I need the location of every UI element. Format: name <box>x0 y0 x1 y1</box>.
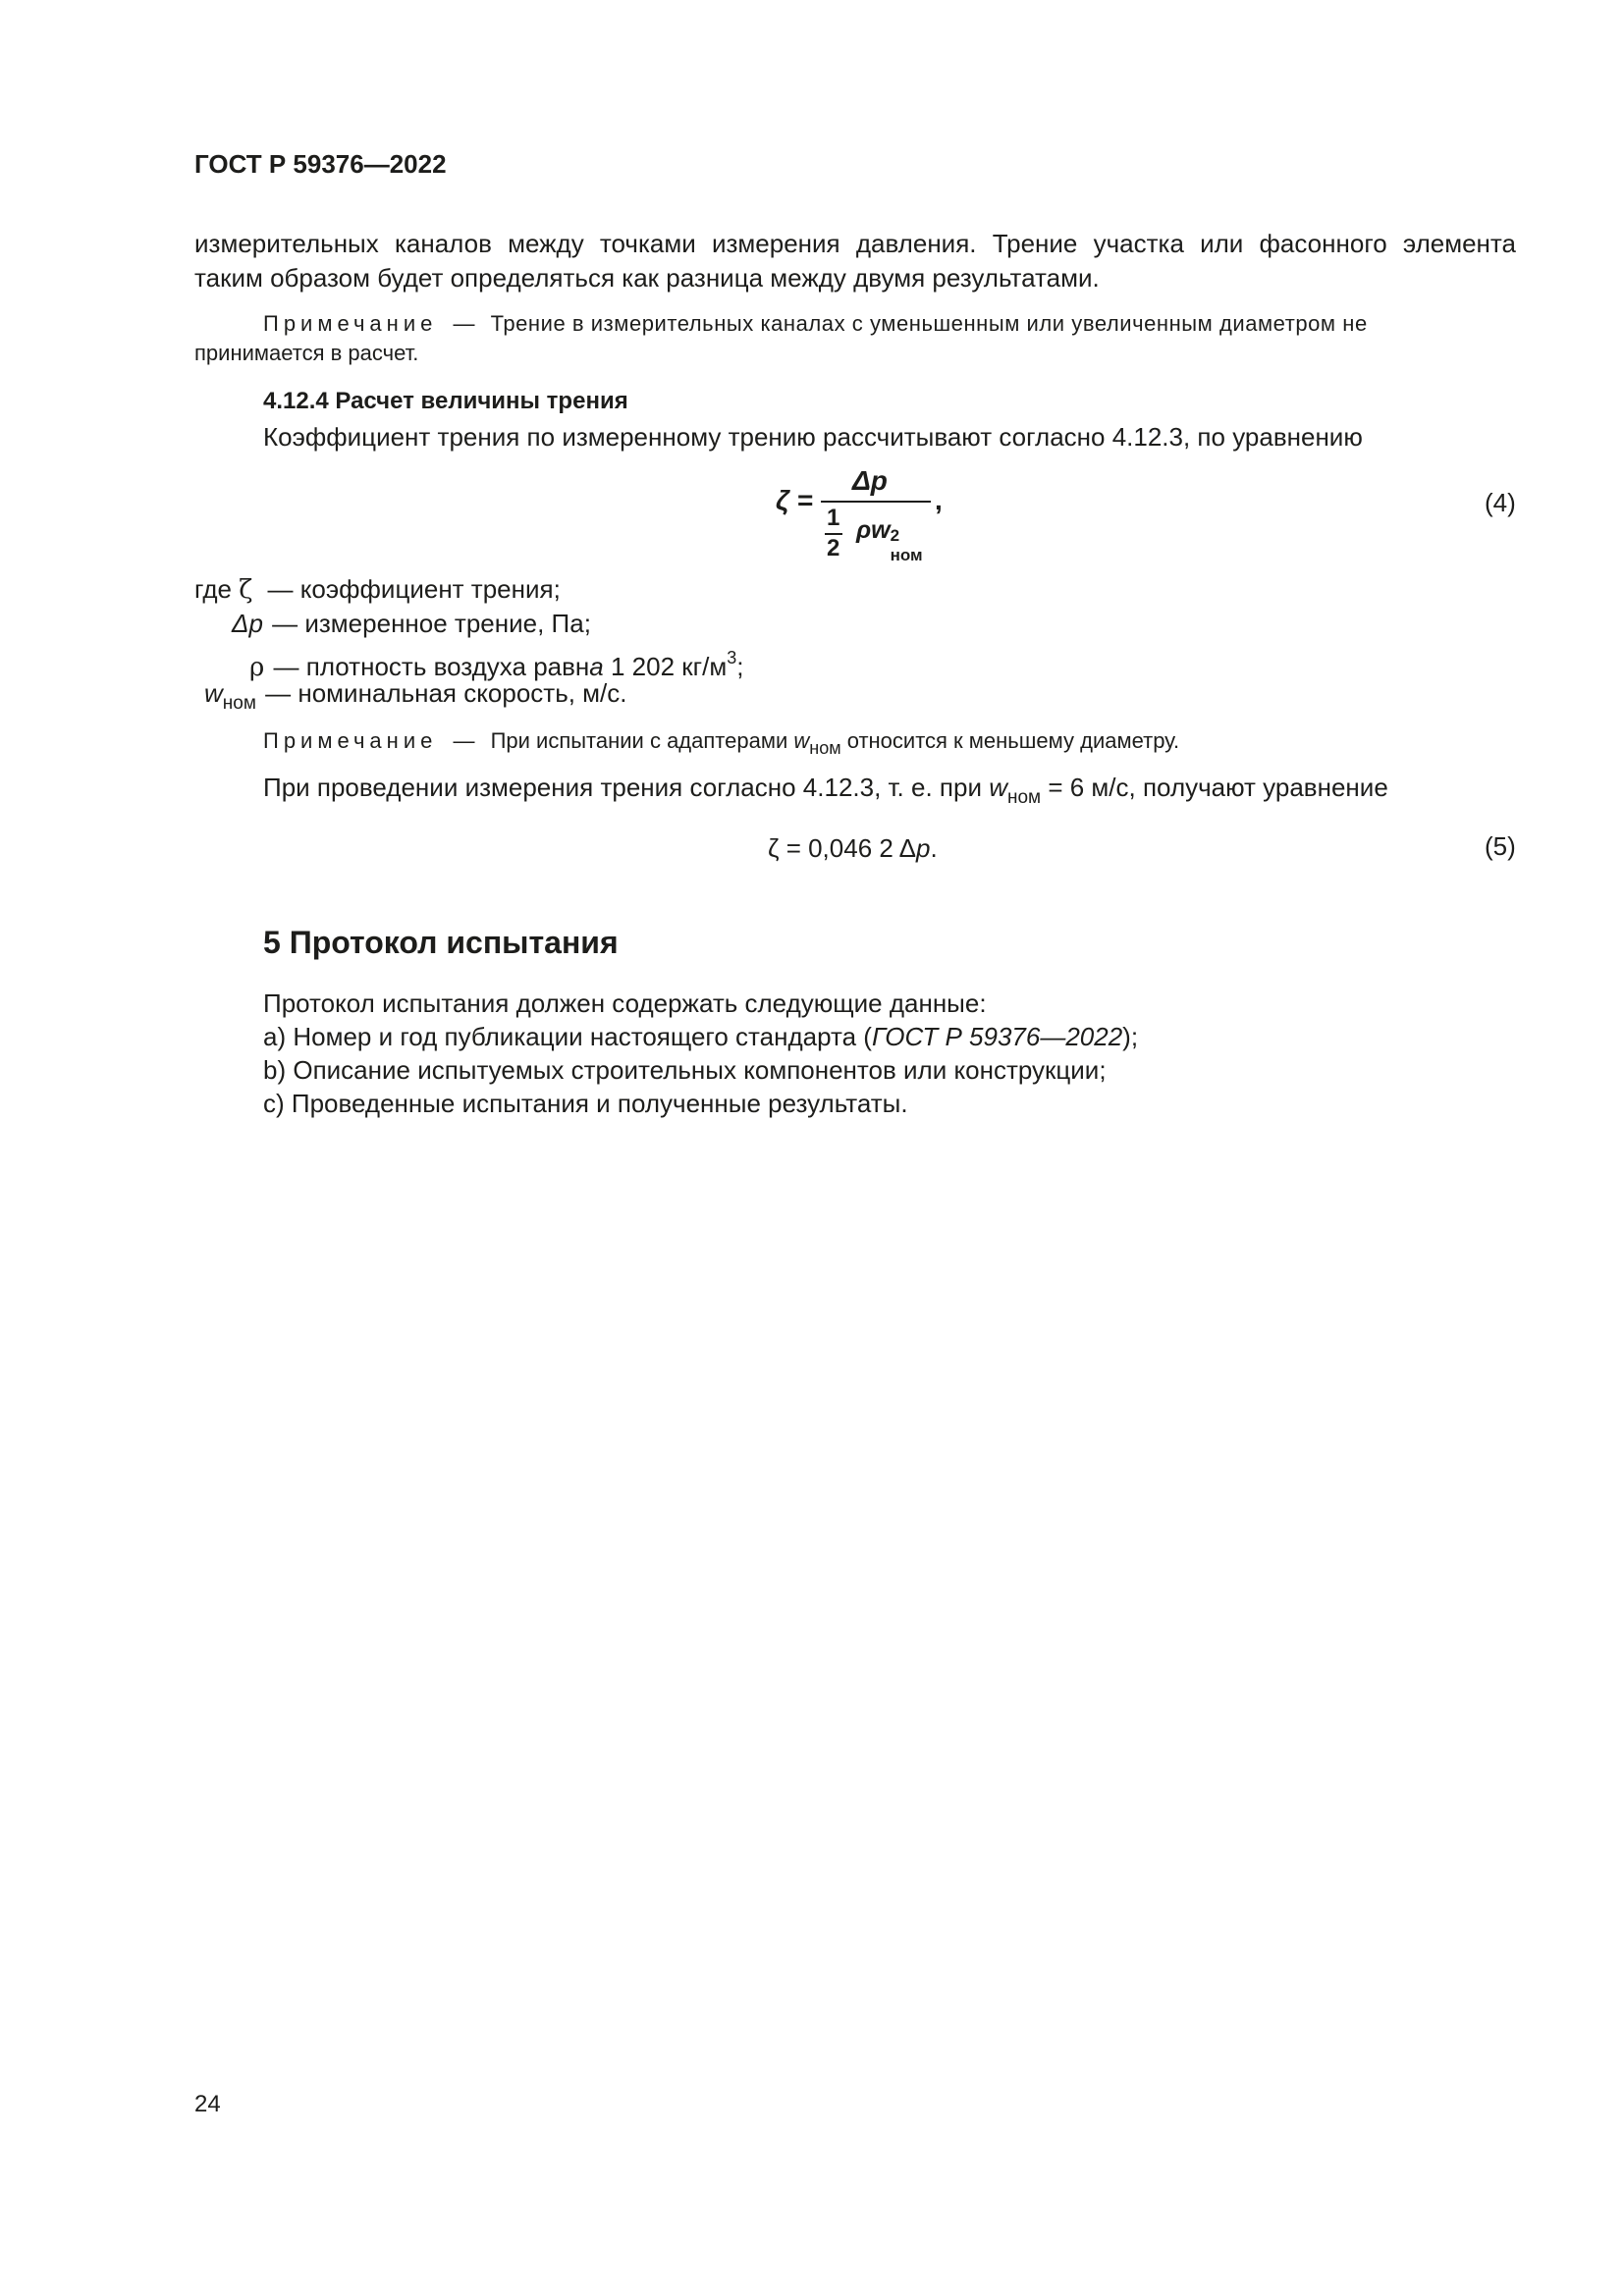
formula-5 <box>768 830 938 866</box>
formula-4-exponent: 2 <box>890 526 900 545</box>
formula-4-half-denominator: 2 <box>827 535 840 561</box>
section-5-title: 5 Протокол испытания <box>263 925 619 960</box>
note-2-text-b: относится к меньшему диаметру. <box>840 728 1180 753</box>
note-dash: — <box>453 311 475 336</box>
para-2-text-b: = 6 м/с, получают уравнение <box>1041 773 1388 802</box>
where-text-rho-italic: а <box>589 652 604 681</box>
subsection-title: 4.12.4 Расчет величины трения <box>263 388 628 414</box>
note-2-var: w <box>793 728 810 753</box>
formula-4-numerator: Δp <box>852 465 888 496</box>
para-2-text-a: При проведении измерения трения согласно 4.12.3, т. е. при <box>263 773 990 802</box>
symbol-w: w <box>204 678 223 708</box>
note-1-text: Трение в измерительных каналах с уменьшенным или увеличенным диаметром не <box>490 311 1368 336</box>
section-5-item-b: b) Описание испытуемых строительных компонентов или конструкции; <box>263 1055 1107 1085</box>
document-header: ГОСТ Р 59376—2022 <box>194 149 447 179</box>
where-text-rho-c: ; <box>736 652 744 681</box>
formula-5-var: p <box>916 833 931 863</box>
formula-4-rho-w-text: ρw <box>856 516 891 544</box>
formula-4-rho-w <box>856 516 932 564</box>
section-5-intro: Протокол испытания должен содержать следующие данные: <box>263 988 987 1018</box>
section-5-item-c: c) Проведенные испытания и полученные результаты. <box>263 1089 908 1118</box>
note-2-label: Примечание <box>263 728 438 753</box>
formula-4-fraction-bar <box>821 501 931 503</box>
where-text-rho-a: — плотность воздуха равн <box>273 652 590 681</box>
note-2-dash: — <box>453 728 475 753</box>
intro-line-2: таким образом будет определяться как разница между двумя результатами. <box>194 263 1100 293</box>
where-text-zeta: — коэффициент трения; <box>267 574 561 604</box>
note-2-sub: ном <box>809 738 841 758</box>
where-text-w-nom: — номинальная скорость, м/с. <box>265 678 627 708</box>
item-a-standard: ГОСТ Р 59376—2022 <box>871 1022 1123 1051</box>
para-2-var: w <box>989 773 1007 802</box>
symbol-delta-p: Δp <box>232 609 263 638</box>
where-text-rho-b: 1 202 кг/м <box>603 652 728 681</box>
item-a-end: ); <box>1122 1022 1139 1051</box>
where-text-delta-p: — измеренное трение, Па; <box>272 609 591 638</box>
para-2-sub: ном <box>1006 787 1042 808</box>
symbol-zeta: ζ <box>239 575 253 605</box>
subsection-text: Коэффициент трения по измеренному трению рассчитывают согласно 4.12.3, по уравнению <box>263 422 1363 452</box>
note-2 <box>263 726 1179 763</box>
where-prefix: где <box>194 574 232 604</box>
where-text-rho-sup: 3 <box>727 648 737 667</box>
note-label: Примечание <box>263 311 438 336</box>
formula-4-comma: , <box>935 485 943 515</box>
intro-line-1: измерительных каналов между точками измерения давления. Трение участка или фасонного элемента <box>194 229 1516 258</box>
note-2-text-a: При испытании с адаптерами <box>490 728 794 753</box>
symbol-rho: ρ <box>249 653 265 682</box>
note-1-line-1 <box>263 309 1516 339</box>
formula-4-half-numerator: 1 <box>827 505 840 531</box>
formula-4-subscript: ном <box>890 546 923 564</box>
where-row-zeta <box>194 571 561 608</box>
equation-number-5: (5) <box>1485 831 1516 861</box>
symbol-w-sub: ном <box>222 693 256 714</box>
where-row-w-nom <box>204 675 627 721</box>
formula-5-text-b: . <box>930 833 938 863</box>
formula-4-lhs: ζ = <box>776 485 813 515</box>
equation-number-4: (4) <box>1485 488 1516 517</box>
where-row-delta-p <box>232 606 591 641</box>
section-5-item-a <box>263 1019 1138 1054</box>
paragraph-measurement <box>263 770 1388 816</box>
page-number: 24 <box>194 2091 221 2117</box>
item-a-text: a) Номер и год публикации настоящего стандарта ( <box>263 1022 872 1051</box>
formula-5-text-a: ζ = 0,046 2 Δ <box>768 833 916 863</box>
note-1-line-2: принимается в расчет. <box>194 341 419 365</box>
